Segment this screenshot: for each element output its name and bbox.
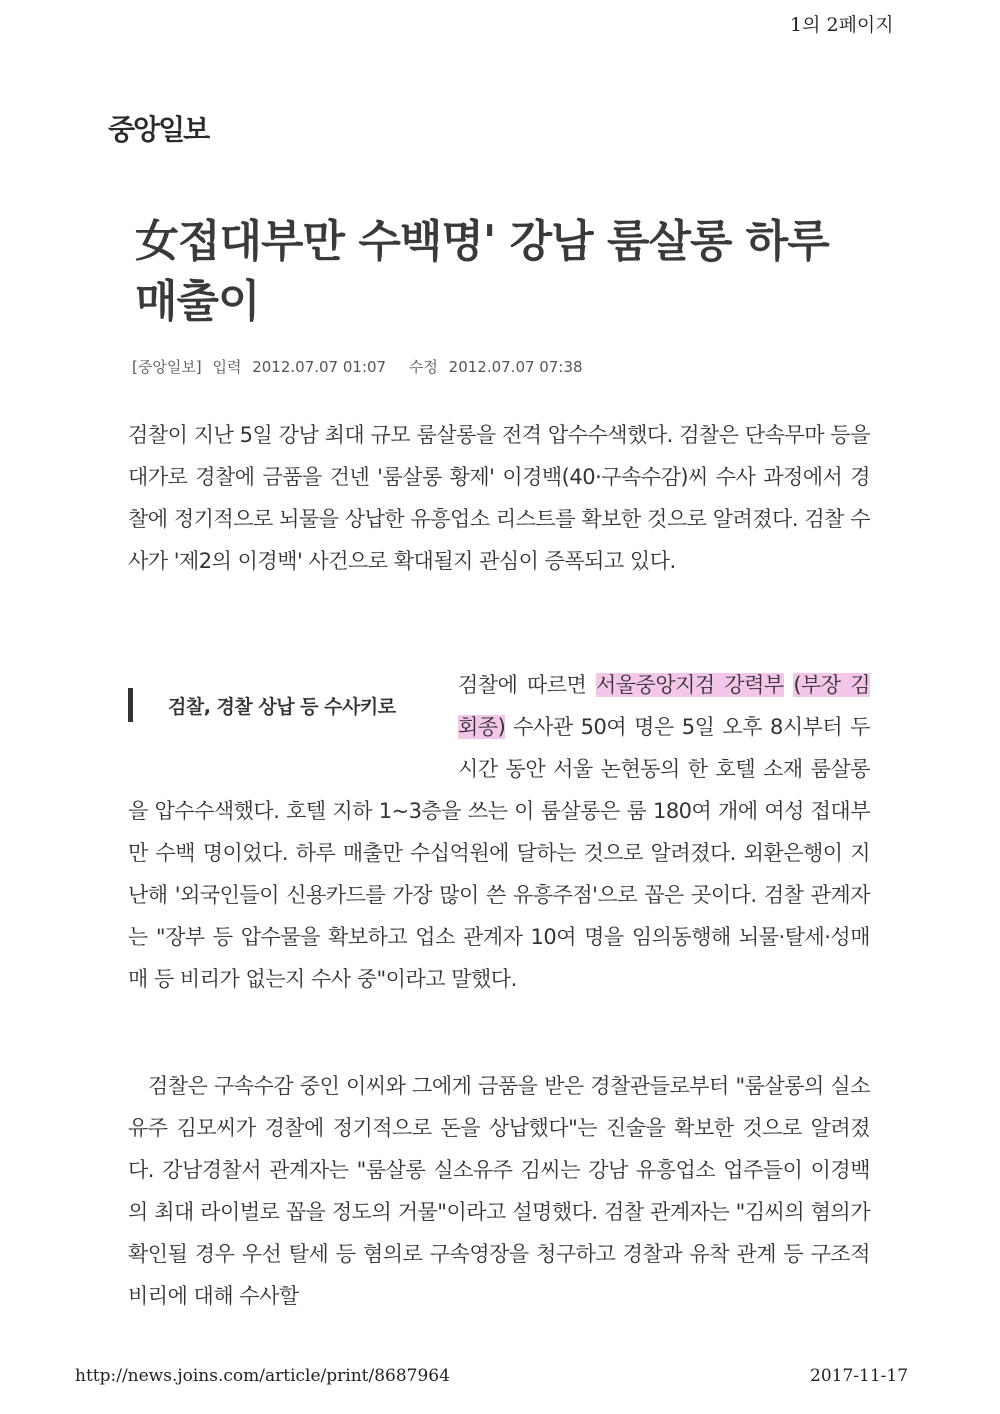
highlight-chief-name: (부장 김회종) bbox=[458, 673, 870, 739]
paragraph-2-rest: 수사관 50여 명은 5일 오후 8시부터 두 시간 동안 서울 논현동의 한 호텔 소재 룸살롱을 압수수색했다. 호텔 지하 1~3층을 쓰는 이 룸살롱은 룸 180여 개에 여성 접대부만 수백 명이었다. 하루 매출만 수십억원에 달하는 것으로 알려졌다. 외환은행이 지난해 '외국인들이 신용카드를 가장 많이 쓴 유흥주점'으로 꼽은 곳이다. 검찰 관계자는 "장부 등 압수물을 확보하고 업소 관계자 10여 명을 임의동행해 뇌물·탈세·성매매 등 비리가 없는지 수사 중"이라고 말했다. bbox=[128, 715, 870, 991]
subheading: 검찰, 경찰 상납 등 수사키로 bbox=[168, 696, 396, 718]
subheading-box bbox=[128, 664, 458, 784]
paragraph-3: 검찰은 구속수감 중인 이씨와 그에게 금품을 받은 경찰관들로부터 "룸살롱의 실소유주 김모씨가 경찰에 정기적으로 돈을 상납했다"는 진술을 확보한 것으로 알려졌다. 강남경찰서 관계자는 "룸살롱 실소유주 김씨는 강남 유흥업소 업주들이 이경백의 최대 라이벌로 꼽을 정도의 거물"이라고 설명했다. 검찰 관계자는 "김씨의 혐의가 확인될 경우 우선 탈세 등 혐의로 구속영장을 청구하고 경찰과 유착 관계 등 구조적 비리에 대해 수사할 bbox=[128, 1074, 870, 1308]
paragraph-2-lead: 검찰에 따르면 bbox=[458, 673, 596, 697]
byline-source: [중앙일보] bbox=[132, 358, 202, 376]
byline-input-label: 입력 bbox=[212, 358, 242, 376]
paragraph-2-space bbox=[784, 673, 794, 697]
byline bbox=[132, 356, 732, 377]
footer-date: 2017-11-17 bbox=[810, 1366, 909, 1386]
article-title: 女접대부만 수백명' 강남 룸살롱 하루 매출이 bbox=[135, 216, 829, 327]
paragraph-2 bbox=[128, 664, 870, 1000]
byline-edit-time: 2012.07.07 07:38 bbox=[448, 358, 583, 376]
newspaper-logo: 중앙일보 bbox=[108, 113, 209, 146]
paragraph-1: 검찰이 지난 5일 강남 최대 규모 룸살롱을 전격 압수수색했다. 검찰은 단속무마 등을 대가로 경찰에 금품을 건넨 '룸살롱 황제' 이경백(40·구속수감)씨 수사 과정에서 경찰에 정기적으로 뇌물을 상납한 유흥업소 리스트를 확보한 것으로 알려졌다. 검찰 수사가 '제2의 이경백' 사건으로 확대될지 관심이 증폭되고 있다. bbox=[128, 423, 870, 573]
subheading-bar bbox=[128, 688, 133, 722]
byline-edit-label: 수정 bbox=[408, 358, 438, 376]
footer-url: http://news.joins.com/article/print/8687964 bbox=[75, 1366, 450, 1386]
highlight-prosecution-unit: 서울중앙지검 강력부 bbox=[595, 673, 784, 697]
page-indicator: 1의 2페이지 bbox=[790, 14, 894, 36]
byline-input-time: 2012.07.07 01:07 bbox=[252, 358, 387, 376]
